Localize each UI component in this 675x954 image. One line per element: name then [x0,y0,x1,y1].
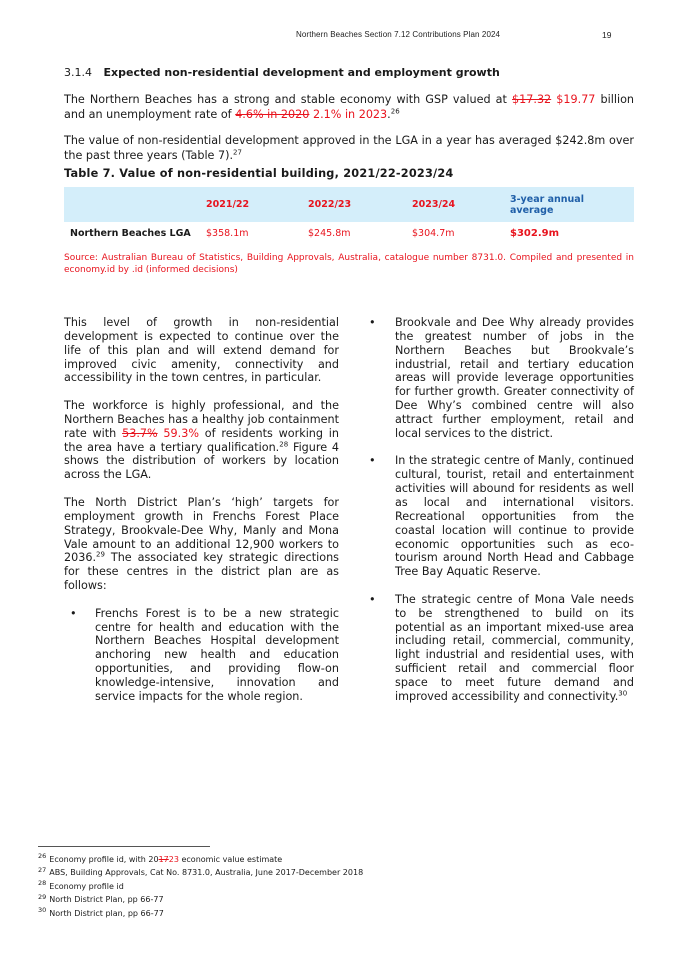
running-header: Northern Beaches Section 7.12 Contributions Plan 2024 [296,30,501,39]
text: The North District Plan’s ‘high’ targets for employment growth in Frenchs Forest Place Strategy, Brookvale-Dee Why, Manly and Mona Vale amount to an additional 12,900 workers to 2036. [64,495,339,565]
text: The Northern Beaches has a strong and stable economy with GSP valued at [64,93,513,106]
bullet-list [363,316,634,704]
inserted-text: $19.77 [551,93,596,106]
table-cell: $304.7m [412,227,455,239]
inserted-text: 2.1% in 2023 [309,108,388,121]
bullet-icon: • [369,316,376,329]
left-column [64,316,339,717]
table-header-cell: 2021/22 [206,187,308,222]
section-number: 3.1.4 [64,66,92,79]
paragraph [64,496,339,593]
footnote-number: 27 [38,865,47,874]
page-number: 19 [602,30,612,40]
bullet-icon: • [369,592,376,606]
table-cell: $245.8m [308,227,351,239]
deleted-text: 53.7% [122,426,158,440]
text: economic value estimate [178,855,283,864]
table-source-note: Source: Australian Bureau of Statistics, Building Approvals, Australia, catalogue number 8731.0. Compiled and presented in economy.id by .id (informed decisions) [64,253,634,275]
table-cell: $358.1m [206,227,249,239]
table-cell-average: $302.9m [510,227,560,239]
footnote [38,880,363,893]
footnote-divider [38,846,210,847]
footnote [38,866,363,879]
footnote [38,893,363,906]
inserted-text: 59.3% [157,426,199,440]
text: . [387,108,391,121]
footnote-number: 30 [38,905,47,914]
text: The workforce is highly professional, and the Northern Beaches has a healthy job containment rate with [64,399,339,440]
list-item [363,316,634,441]
section-heading [64,66,500,79]
value-table [64,187,634,244]
footnote [38,853,363,866]
text: The associated key strategic directions for these centres in the district plan are as follows: [64,551,339,593]
bullet-icon: • [70,606,77,620]
paragraph [64,399,339,482]
intro-paragraph-value [64,133,634,163]
deleted-text: 4.6% in 2020 [235,108,310,121]
text: North District Plan, pp 66-77 [49,895,164,905]
table-header-cell [64,187,206,222]
footnote-ref[interactable]: 27 [233,148,242,157]
text: The strategic centre of Mona Vale needs to be strengthened to build on its potential as an important mixed-use area including retail, commercial, community, light industrial and residential uses, with sufficient retail and commercial floor space to meet future demand and improved accessibility and connectivity. [395,592,634,703]
text: Frenchs Forest is to be a new strategic centre for health and education with the Northern Beaches Hospital development anchoring new health and education opportunities, and providing flow-on knowledge-intensive, innovation and service impacts for the whole region. [95,606,339,703]
table-row [64,222,634,244]
deleted-text: 17 [158,855,169,864]
footnote [38,907,363,920]
footnote-number: 28 [38,879,47,888]
text: North District plan, pp 66-77 [49,908,164,918]
table-header-cell: 3-year annual average [510,187,634,222]
text: billion and an unemployment rate of [64,93,635,121]
table-header-cell: 2022/23 [308,187,412,222]
deleted-text: $17.32 [512,93,552,106]
footnote-ref[interactable]: 29 [96,550,105,559]
list-item [363,454,634,579]
text: Economy profile id [49,881,124,891]
list-item [64,607,339,704]
footnote-ref[interactable]: 26 [390,107,400,116]
inserted-text: 23 [168,855,179,864]
footnote-number: 29 [38,892,47,901]
paragraph: This level of growth in non-residential development is expected to continue over the life of this plan and will extend demand for improved civic amenity, connectivity and accessibility in the town centres, in particular. [64,316,339,385]
text: ABS, Building Approvals, Cat No. 8731.0, Australia, June 2017-December 2018 [49,868,364,878]
intro-paragraph-gsp [64,92,634,122]
footnote-ref[interactable]: 28 [279,439,289,448]
text: Brookvale and Dee Why already provides the greatest number of jobs in the Northern Beaches but Brookvale’s industrial, retail and tertiary education areas will provide leverage opportunities for further growth. Greater connectivity of Dee Why’s combined centre will also attract further employment, retail and local services to the district. [395,316,634,440]
row-label: Northern Beaches LGA [70,227,191,239]
text: In the strategic centre of Manly, continued cultural, tourist, retail and entertainment activities will abound for residents as well as local and international visitors. Recreational opportunities from the coastal location will continue to provide economic opportunities such as eco-tourism around North Head and Cabbage Tree Bay Aquatic Reserve. [395,454,634,579]
right-column [363,316,634,717]
footnote-number: 26 [38,852,47,861]
text: Economy profile id, with 20 [49,855,159,864]
table-caption: Table 7. Value of non-residential building, 2021/22-2023/24 [64,167,454,180]
footnote-ref[interactable]: 30 [618,689,628,698]
table-header-cell: 2023/24 [412,187,510,222]
bullet-icon: • [369,454,376,468]
bullet-list [64,607,339,704]
table-header-row [64,187,634,222]
text: The value of non-residential development approved in the LGA in a year has averaged $242.8m over the past three years (Table 7). [64,134,634,162]
text: of residents working in the area have a tertiary qualification. [64,426,339,454]
footnotes [38,853,363,920]
text: Figure 4 shows the distribution of workers by location across the LGA. [64,440,340,482]
section-title: Expected non-residential development and employment growth [103,66,500,79]
list-item [363,593,634,704]
